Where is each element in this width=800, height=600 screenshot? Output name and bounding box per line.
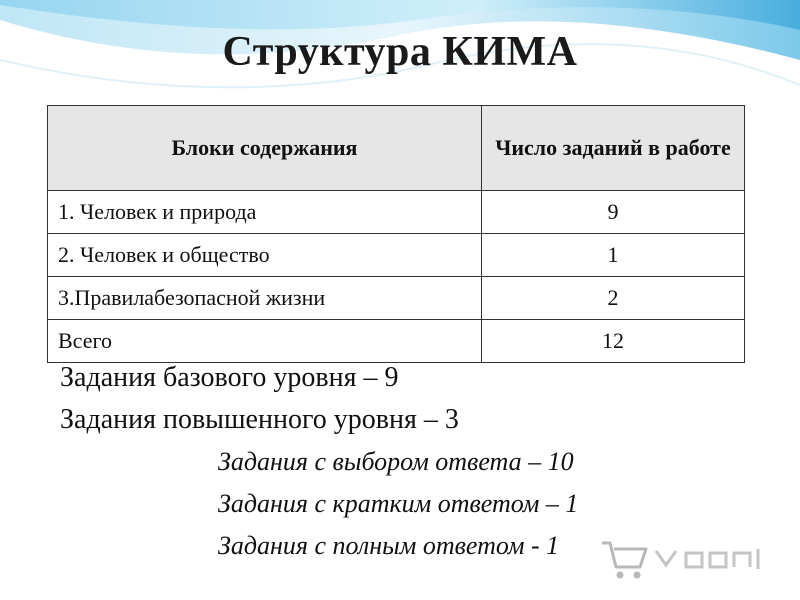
structure-table	[47, 105, 745, 363]
table-header-row	[48, 106, 745, 191]
column-header-task-count: Число заданий в работе	[482, 106, 745, 191]
basic-level-text: Задания базового уровня – 9	[60, 362, 399, 393]
table-cell-block: 3.Правилабезопасной жизни	[48, 277, 482, 320]
table-cell-count: 12	[482, 320, 745, 363]
table-row	[48, 191, 745, 234]
table-cell-count: 2	[482, 277, 745, 320]
structure-table-container	[47, 105, 745, 363]
table-cell-block: 2. Человек и общество	[48, 234, 482, 277]
shopping-cart-icon	[600, 535, 765, 585]
table-row-total	[48, 320, 745, 363]
table-cell-block: Всего	[48, 320, 482, 363]
advanced-level-text: Задания повышенного уровня – 3	[60, 404, 459, 435]
full-answer-text: Задания с полным ответом - 1	[218, 531, 560, 560]
page-title: Структура КИМА	[222, 29, 578, 75]
multiple-choice-text: Задания с выбором ответа – 10	[218, 447, 574, 476]
table-cell-count: 9	[482, 191, 745, 234]
table-cell-block: 1. Человек и природа	[48, 191, 482, 234]
table-row	[48, 277, 745, 320]
table-row	[48, 234, 745, 277]
short-answer-text: Задания с кратким ответом – 1	[218, 489, 579, 518]
table-cell-count: 1	[482, 234, 745, 277]
column-header-blocks: Блоки содержания	[48, 106, 482, 191]
